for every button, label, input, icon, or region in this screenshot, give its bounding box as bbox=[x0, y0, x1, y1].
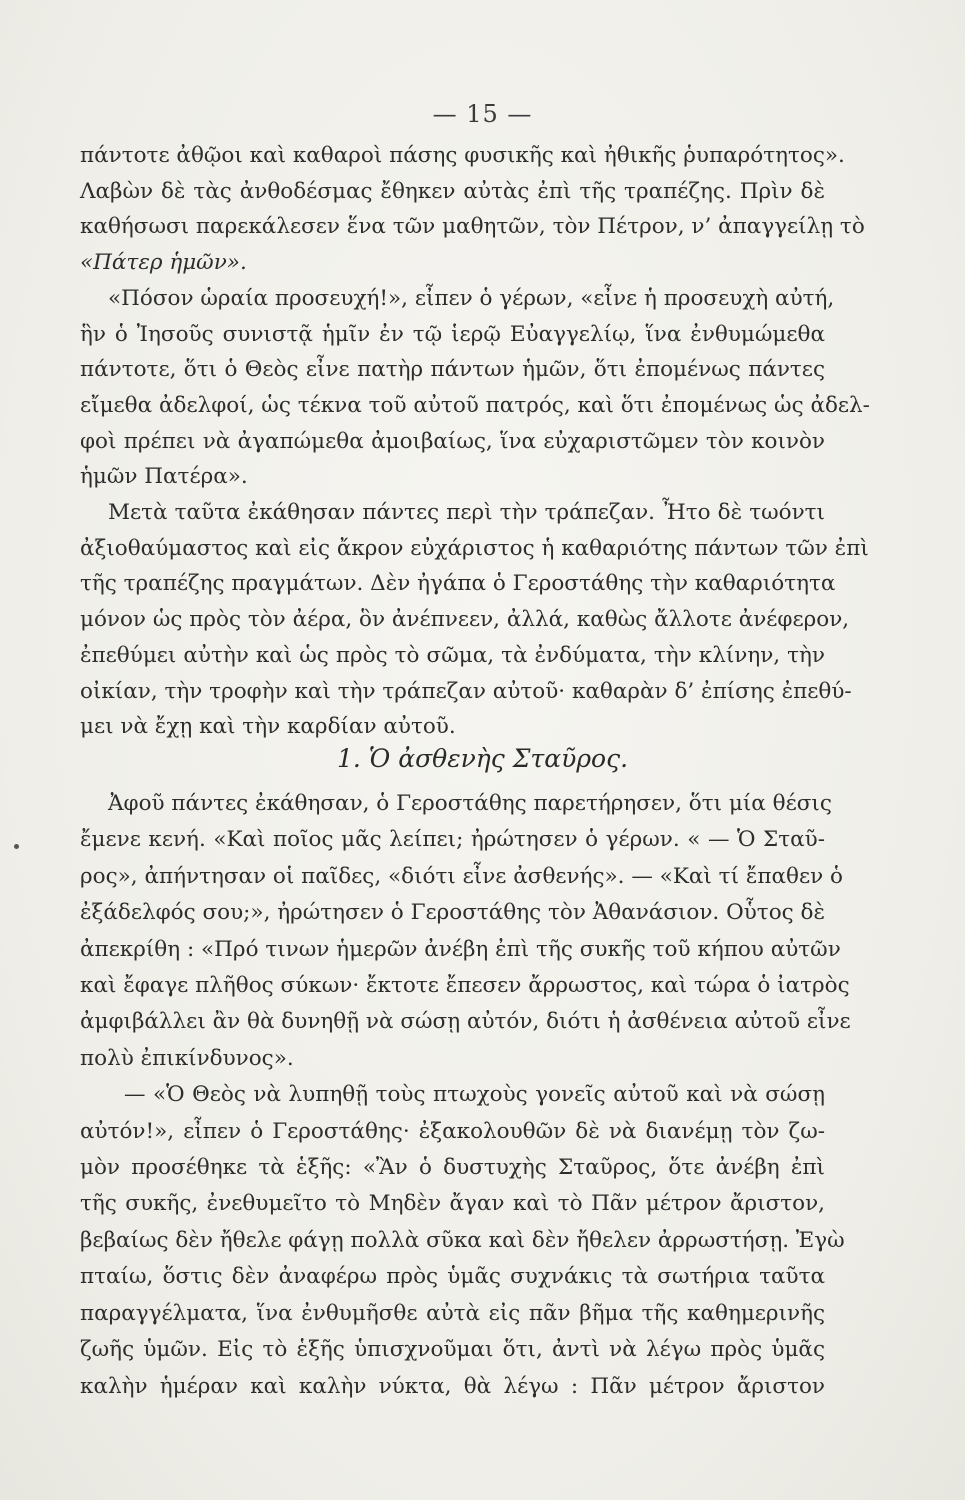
text-line: ἀξιοθαύμαστος καὶ εἰς ἄκρον εὐχάριστος ἡ καθαριότης πάντων τῶν ἐπὶ bbox=[80, 535, 869, 561]
text-line: καὶ ἔφαγε πλῆθος σύκων· ἔκτοτε ἔπεσεν ἄρρωστος, καὶ τώρα ὁ ἰατρὸς bbox=[80, 973, 850, 999]
text-line: ἐπεθύμει αὐτὴν καὶ ὡς πρὸς τὸ σῶμα, τὰ ἐνδύματα, τὴν κλίνην, τὴν bbox=[80, 642, 825, 668]
text-line: παραγγέλματα, ἵνα ἐνθυμῆσθε αὐτὰ εἰς πᾶν βῆμα τῆς καθημερινῆς bbox=[80, 1300, 825, 1326]
text-line: ἀπεκρίθη : «Πρό τινων ἡμερῶν ἀνέβη ἐπὶ τῆς συκῆς τοῦ κήπου αὐτῶν bbox=[80, 936, 841, 962]
scan-speck bbox=[14, 844, 19, 849]
text-block-upper bbox=[80, 138, 870, 745]
text-line: πταίω, ὅστις δὲν ἀναφέρω πρὸς ὑμᾶς συχνάκις τὰ σωτήρια ταῦτα bbox=[80, 1264, 825, 1290]
text-line: Ἀφοῦ πάντες ἐκάθησαν, ὁ Γεροστάθης παρετήρησεν, ὅτι μία θέσις bbox=[108, 791, 832, 816]
text-line: ἀμφιβάλλει ἂν θὰ δυνηθῇ νὰ σώσῃ αὐτόν, διότι ἡ ἀσθένεια αὐτοῦ εἶνε bbox=[80, 1009, 851, 1035]
text-line: ἐξάδελφός σου;», ἠρώτησεν ὁ Γεροστάθης τὸν Ἀθανάσιον. Οὗτος δὲ bbox=[80, 900, 825, 926]
text-line: καλὴν ἡμέραν καὶ καλὴν νύκτα, θὰ λέγω : Πᾶν μέτρον ἄριστον bbox=[80, 1373, 825, 1399]
text-line: πολὺ ἐπικίνδυνος». bbox=[80, 1045, 294, 1071]
text-line: «Πόσον ὡραία προσευχή!», εἶπεν ὁ γέρων, «εἶνε ἡ προσευχὴ αὐτή, bbox=[108, 285, 835, 311]
text-line: ρος», ἀπήντησαν οἱ παῖδες, «διότι εἶνε ἀσθενής». — «Καὶ τί ἔπαθεν ὁ bbox=[80, 863, 843, 889]
text-line: καθήσωσι παρεκάλεσεν ἕνα τῶν μαθητῶν, τὸν Πέτρον, ν’ ἀπαγγείλῃ τὸ bbox=[80, 214, 865, 240]
text-line: τῆς τραπέζης πραγμάτων. Δὲν ἠγάπα ὁ Γεροστάθης τὴν καθαριότητα bbox=[80, 571, 836, 597]
text-line: ζωῆς ὑμῶν. Εἰς τὸ ἑξῆς ὑπισχνοῦμαι ὅτι, ἀντὶ νὰ λέγω πρὸς ὑμᾶς bbox=[80, 1337, 825, 1363]
text-line: ἔμενε κενή. «Καὶ ποῖος μᾶς λείπει; ἠρώτησεν ὁ γέρων. « — Ὁ Σταῦ- bbox=[80, 827, 825, 853]
text-line: βεβαίως δὲν ἤθελε φάγῃ πολλὰ σῦκα καὶ δὲν ἤθελεν ἀρρωστήσῃ. Ἐγὼ bbox=[80, 1227, 845, 1253]
text-line: ἣν ὁ Ἰησοῦς συνιστᾷ ἡμῖν ἐν τῷ ἱερῷ Εὐαγγελίῳ, ἵνα ἐνθυμώμεθα bbox=[80, 321, 825, 347]
text-line: «Πάτερ ἡμῶν». bbox=[80, 250, 247, 276]
text-line: αὐτόν!», εἶπεν ὁ Γεροστάθης· ἐξακολουθῶν δὲ νὰ διανέμῃ τὸν ζω- bbox=[80, 1118, 825, 1144]
text-line: πάντοτε, ὅτι ὁ Θεὸς εἶνε πατὴρ πάντων ἡμῶν, ὅτι ἐπομένως πάντες bbox=[80, 357, 825, 383]
text-line: εἴμεθα ἀδελφοί, ὡς τέκνα τοῦ αὐτοῦ πατρός, καὶ ὅτι ἐπομένως ὡς ἀδελ- bbox=[80, 392, 870, 418]
text-line: Μετὰ ταῦτα ἐκάθησαν πάντες περὶ τὴν τράπεζαν. Ἦτο δὲ τωόντι bbox=[108, 500, 825, 526]
text-line: μὸν προσέθηκε τὰ ἑξῆς: «Ἂν ὁ δυστυχὴς Σταῦρος, ὅτε ἀνέβη ἐπὶ bbox=[80, 1155, 825, 1181]
text-line: φοὶ πρέπει νὰ ἀγαπώμεθα ἀμοιβαίως, ἵνα εὐχαριστῶμεν τὸν κοινὸν bbox=[80, 428, 825, 454]
text-block-lower bbox=[80, 786, 851, 1405]
text-line: μει νὰ ἔχῃ καὶ τὴν καρδίαν αὐτοῦ. bbox=[80, 714, 456, 740]
text-line: πάντοτε ἀθῷοι καὶ καθαροὶ πάσης φυσικῆς καὶ ἠθικῆς ῥυπαρότητος». bbox=[80, 143, 845, 168]
text-line: Λαβὼν δὲ τὰς ἀνθοδέσμας ἔθηκεν αὐτὰς ἐπὶ τῆς τραπέζης. Πρὶν δὲ bbox=[80, 178, 825, 204]
page-number: — 15 — bbox=[432, 100, 533, 128]
text-line: τῆς συκῆς, ἐνεθυμεῖτο τὸ Μηδὲν ἄγαν καὶ τὸ Πᾶν μέτρον ἄριστον, bbox=[80, 1191, 825, 1217]
text-line: — «Ὁ Θεὸς νὰ λυπηθῇ τοὺς πτωχοὺς γονεῖς αὐτοῦ καὶ νὰ σώσῃ bbox=[124, 1082, 825, 1108]
text-line: ἡμῶν Πατέρα». bbox=[80, 464, 248, 490]
text-line: μόνον ὡς πρὸς τὸν ἀέρα, ὃν ἀνέπνεεν, ἀλλά, καθὼς ἄλλοτε ἀνέφερον, bbox=[80, 607, 850, 633]
text-line: οἰκίαν, τὴν τροφὴν καὶ τὴν τράπεζαν αὐτοῦ· καθαρὰν δ’ ἐπίσης ἐπεθύ- bbox=[80, 678, 852, 704]
section-heading: 1. Ὁ ἀσθενὴς Σταῦρος. bbox=[336, 744, 629, 773]
